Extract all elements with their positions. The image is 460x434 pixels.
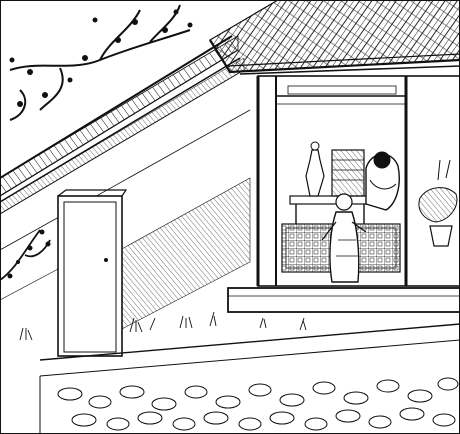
garden-gate [58,190,126,356]
seated-scholar-figure [366,152,399,210]
book-stack [332,150,364,196]
pavilion-platform [228,288,460,312]
